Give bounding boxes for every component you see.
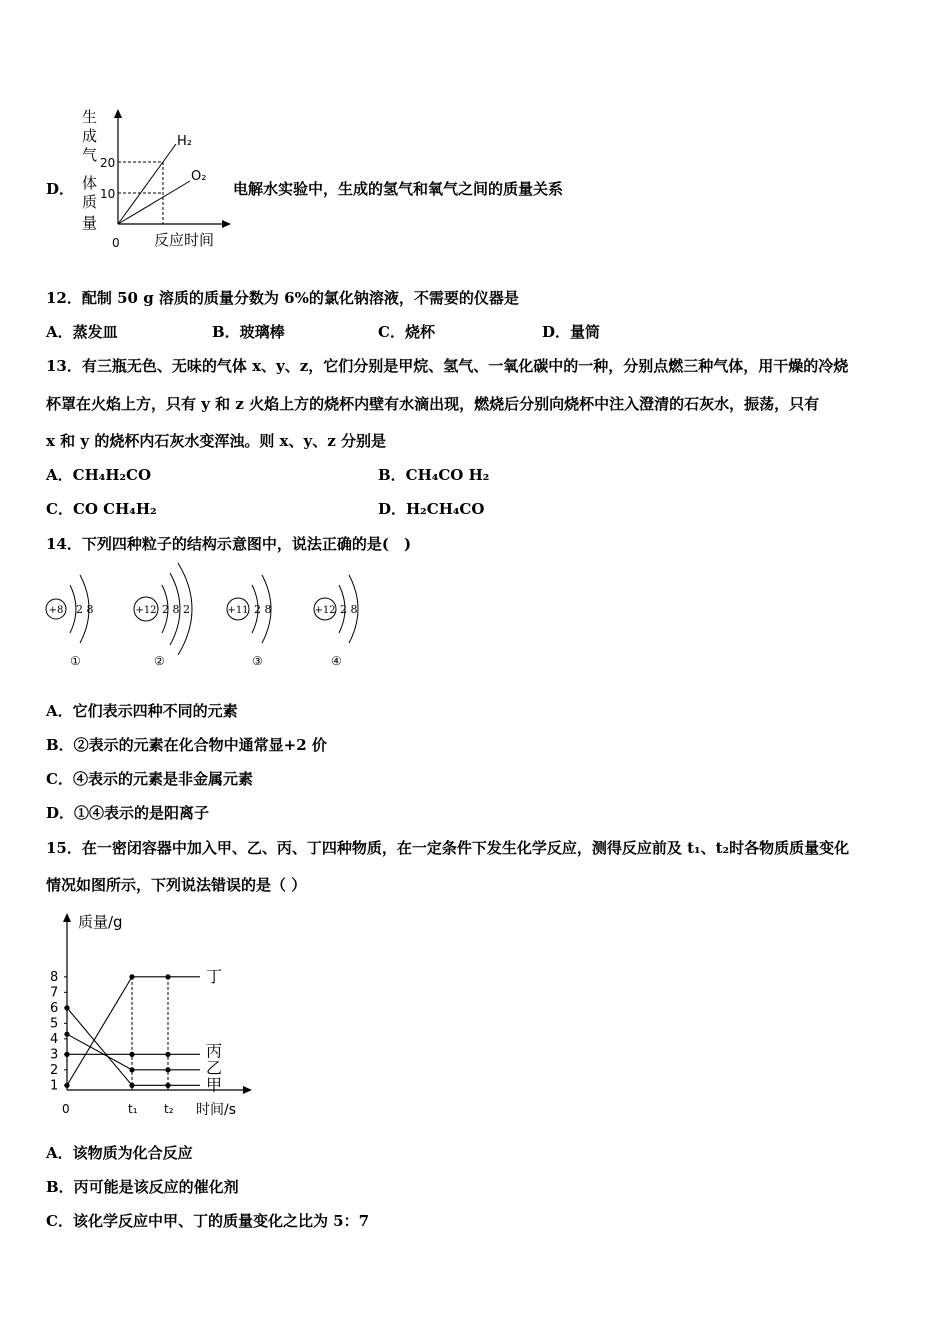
ylabel-char: 质 bbox=[82, 193, 98, 211]
q13-option-c: C．CO CH₄H₂ bbox=[46, 500, 157, 518]
o2-label: O₂ bbox=[191, 169, 207, 184]
y-tick-10: 10 bbox=[100, 187, 116, 201]
q15-stem-line-1: 15．在一密闭容器中加入甲、乙、丙、丁四种物质，在一定条件下发生化学反应，测得反应前及 t₁、t₂时各物质质量变化 bbox=[46, 839, 850, 857]
x-axis-label: 反应时间 bbox=[154, 231, 215, 249]
ylabel-char: 体 bbox=[82, 174, 98, 192]
particle-3 bbox=[227, 575, 272, 668]
series-line-甲 bbox=[67, 1008, 200, 1086]
data-point bbox=[64, 1052, 69, 1057]
q12-option-c: C．烧杯 bbox=[378, 323, 435, 341]
particle-1 bbox=[46, 575, 94, 668]
ylabel-char: 生 bbox=[82, 108, 98, 126]
q13-option-a: A．CH₄H₂CO bbox=[46, 466, 152, 484]
q12-option-d: D．量筒 bbox=[542, 323, 601, 341]
h2-line bbox=[118, 144, 176, 224]
data-point bbox=[165, 974, 170, 979]
origin-label: 0 bbox=[62, 1102, 70, 1116]
option-letter: D． bbox=[46, 180, 75, 198]
particle-diagrams bbox=[40, 560, 380, 675]
particle-4-shells: 2 8 bbox=[340, 603, 358, 616]
particle-2 bbox=[134, 563, 192, 668]
ylabel-char: 量 bbox=[82, 214, 98, 232]
particle-4-label: ④ bbox=[331, 654, 342, 668]
x-tick-label: t₁ bbox=[128, 1102, 138, 1116]
particle-2-shells: 2 8 2 bbox=[162, 603, 190, 616]
ylabel-char: 成 bbox=[82, 127, 98, 145]
series-label: 丙 bbox=[206, 1041, 223, 1061]
particle-4-nucleus: +12 bbox=[314, 605, 336, 616]
q15-stem-line-2: 情况如图所示，下列说法错误的是（ ） bbox=[46, 876, 307, 894]
q13-stem-line-1: 13．有三瓶无色、无味的气体 x、y、z，它们分别是甲烷、氢气、一氧化碳中的一种，分别点燃三种气体，用干燥的冷烧 bbox=[46, 357, 849, 375]
origin-label: 0 bbox=[112, 236, 120, 250]
particle-1-label: ① bbox=[70, 654, 81, 668]
series-label: 甲 bbox=[206, 1075, 223, 1095]
particle-2-label: ② bbox=[154, 654, 165, 668]
series-label: 乙 bbox=[206, 1058, 223, 1078]
data-point bbox=[64, 1083, 69, 1088]
y-tick-label: 8 bbox=[50, 969, 59, 985]
q11-caption: 电解水实验中，生成的氢气和氧气之间的质量关系 bbox=[233, 180, 564, 198]
data-point bbox=[64, 1005, 69, 1010]
particle-4 bbox=[314, 575, 358, 668]
q14-option-c: C．④表示的元素是非金属元素 bbox=[46, 770, 253, 788]
o2-line bbox=[118, 181, 190, 224]
particle-1-shells: 2 8 bbox=[76, 603, 94, 616]
y-axis-label: 质量/g bbox=[78, 913, 123, 931]
mass-time-chart bbox=[40, 905, 270, 1125]
q14-option-d: D．①④表示的是阳离子 bbox=[46, 804, 210, 822]
q13-option-d: D．H₂CH₄CO bbox=[378, 500, 485, 518]
data-point bbox=[165, 1067, 170, 1072]
q14-option-a: A．它们表示四种不同的元素 bbox=[46, 702, 238, 720]
data-point bbox=[129, 1067, 134, 1072]
ylabel-char: 气 bbox=[82, 146, 98, 164]
particle-1-nucleus: +8 bbox=[48, 605, 64, 616]
q13-option-b: B．CH₄CO H₂ bbox=[378, 466, 490, 484]
y-tick-label: 4 bbox=[50, 1031, 59, 1047]
q12-option-b: B．玻璃棒 bbox=[212, 323, 285, 341]
h2-label: H₂ bbox=[177, 134, 192, 149]
particle-3-shells: 2 8 bbox=[254, 603, 272, 616]
q14-stem: 14．下列四种粒子的结构示意图中，说法正确的是( ) bbox=[46, 535, 412, 553]
y-tick-label: 5 bbox=[50, 1016, 59, 1032]
q13-stem-line-3: x 和 y 的烧杯内石灰水变浑浊。则 x、y、z 分别是 bbox=[46, 432, 386, 450]
q12-stem: 12．配制 50 g 溶质的质量分数为 6%的氯化钠溶液，不需要的仪器是 bbox=[46, 289, 519, 307]
particle-3-nucleus: +11 bbox=[227, 605, 249, 616]
y-tick-label: 6 bbox=[50, 1000, 59, 1016]
data-point bbox=[165, 1083, 170, 1088]
data-point bbox=[64, 1032, 69, 1037]
q14-option-b: B．②表示的元素在化合物中通常显+2 价 bbox=[46, 736, 327, 754]
q12-option-a: A．蒸发皿 bbox=[46, 323, 118, 341]
data-point bbox=[129, 1083, 134, 1088]
q13-stem-line-2: 杯罩在火焰上方，只有 y 和 z 火焰上方的烧杯内壁有水滴出现，燃烧后分别向烧杯中注入澄清的石灰水，振荡，只有 bbox=[46, 395, 820, 413]
particle-2-nucleus: +12 bbox=[135, 605, 157, 616]
particle-3-label: ③ bbox=[252, 654, 263, 668]
y-tick-label: 2 bbox=[50, 1062, 59, 1078]
y-tick-label: 7 bbox=[50, 985, 59, 1001]
q15-option-c: C．该化学反应中甲、丁的质量变化之比为 5：7 bbox=[46, 1212, 370, 1230]
y-tick-label: 3 bbox=[50, 1047, 59, 1063]
q15-option-b: B．丙可能是该反应的催化剂 bbox=[46, 1178, 239, 1196]
q15-option-a: A．该物质为化合反应 bbox=[46, 1144, 193, 1162]
electrolysis-graph bbox=[78, 104, 238, 254]
data-point bbox=[129, 1052, 134, 1057]
y-tick-label: 1 bbox=[50, 1078, 59, 1094]
data-point bbox=[165, 1052, 170, 1057]
series-label: 丁 bbox=[206, 966, 223, 986]
data-point bbox=[129, 974, 134, 979]
x-tick-label: t₂ bbox=[164, 1102, 174, 1116]
x-axis-label: 时间/s bbox=[196, 1102, 237, 1118]
y-tick-20: 20 bbox=[100, 156, 116, 170]
